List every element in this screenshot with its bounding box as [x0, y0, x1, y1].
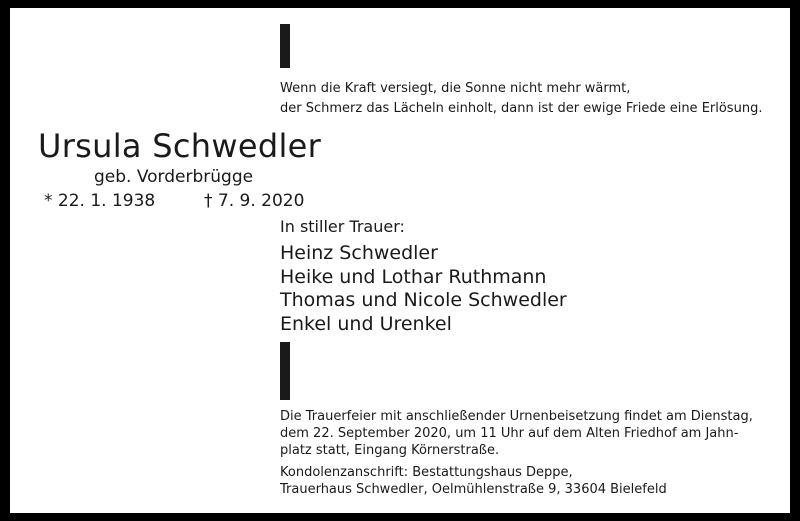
mourner-item: Heike und Lothar Ruthmann [280, 265, 547, 288]
mourning-intro: In stiller Trauer: [280, 217, 405, 236]
mourner-item: Heinz Schwedler [280, 242, 438, 264]
funeral-info [280, 408, 753, 459]
memorial-quote [280, 79, 762, 119]
obituary-notice [10, 8, 790, 513]
mourner-item: Enkel und Urenkel [280, 312, 452, 335]
mourners-list [280, 242, 567, 336]
funeral-line: platz statt, Eingang Körnerstraße. [280, 443, 500, 458]
birth-name: geb. Vorderbrügge [94, 167, 254, 187]
decorative-bar-top [280, 24, 290, 68]
condolence-line: Trauerhaus Schwedler, Oelmühlenstraße 9, 33604 Bielefeld [280, 482, 667, 497]
funeral-line: dem 22. September 2020, um 11 Uhr auf dem Alten Friedhof am Jahn- [280, 426, 739, 441]
decorative-bar-middle [280, 342, 290, 400]
death-date: † 7. 9. 2020 [204, 191, 305, 211]
deceased-name: Ursula Schwedler [38, 127, 322, 165]
birth-date: * 22. 1. 1938 [44, 191, 156, 211]
mourner-item: Thomas und Nicole Schwedler [280, 289, 567, 311]
condolence-line: Kondolenzanschrift: Bestattungshaus Deppe, [280, 465, 573, 480]
quote-line: Wenn die Kraft versiegt, die Sonne nicht mehr wärmt, [280, 81, 631, 96]
condolence-address [280, 464, 667, 498]
funeral-line: Die Trauerfeier mit anschließender Urnenbeisetzung findet am Dienstag, [280, 409, 753, 424]
quote-line: der Schmerz das Lächeln einholt, dann ist der ewige Friede eine Erlösung. [280, 101, 763, 116]
life-dates [44, 190, 305, 212]
